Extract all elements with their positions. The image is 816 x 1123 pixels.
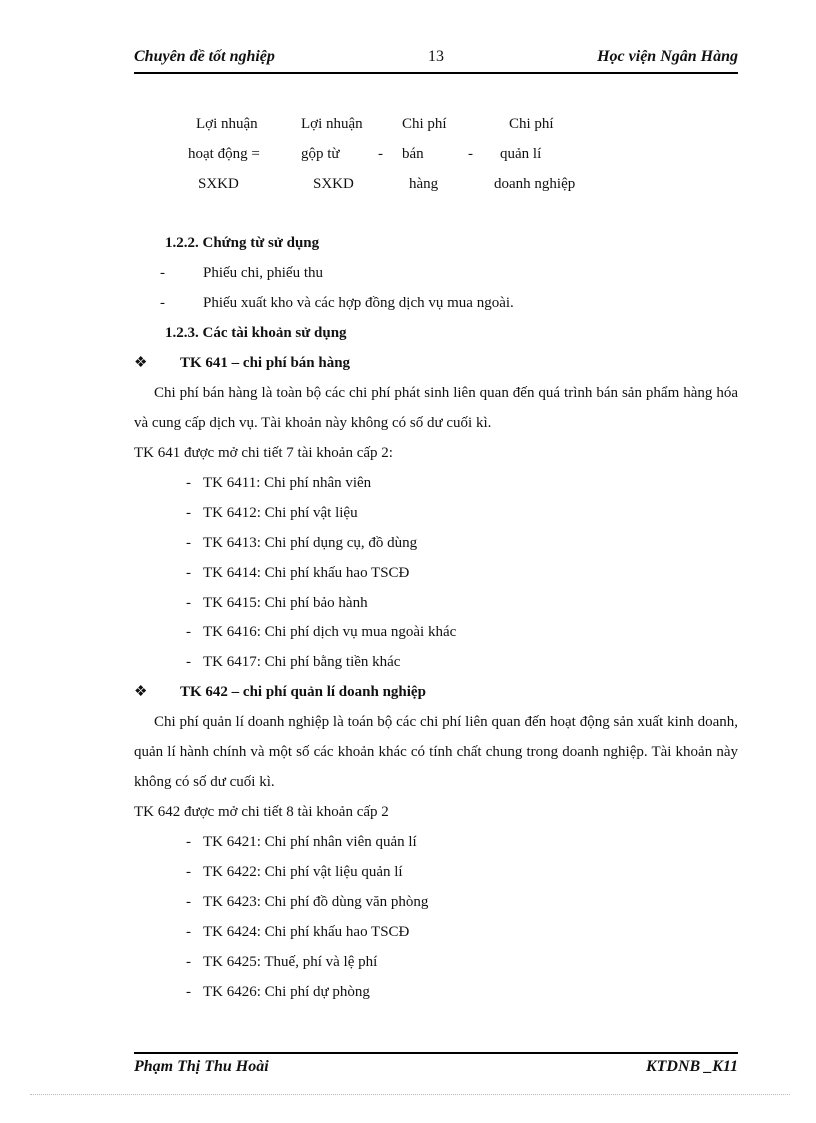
four-diamond-icon: ❖ [134, 355, 148, 371]
formula-term: Lợi nhuận [301, 116, 363, 132]
dash-bullet: - [186, 984, 191, 1000]
list-item: Phiếu chi, phiếu thu [203, 265, 323, 281]
list-item: TK 6412: Chi phí vật liệu [203, 505, 358, 521]
dash-bullet: - [186, 475, 191, 491]
formula-term: quản lí [500, 146, 542, 162]
tk642-paragraph: Chi phí quản lí doanh nghiệp là toán bộ các chi phí liên quan đến hoạt động sản xuất kinh doanh, quản lí hành chính và một số các khoản khác có tính chất chung trong doanh nghiệp. Tài khoản này không có số dư cuối kì. [134, 714, 738, 790]
list-item: TK 6415: Chi phí bảo hành [203, 595, 368, 611]
formula-term: Chi phí [402, 116, 447, 132]
formula-term: SXKD [198, 176, 239, 192]
dash-bullet: - [186, 834, 191, 850]
formula-term: SXKD [313, 176, 354, 192]
section-heading-1-2-2: 1.2.2. Chứng từ sử dụng [165, 235, 320, 251]
section-heading-1-2-3: 1.2.3. Các tài khoản sử dụng [165, 325, 347, 341]
formula-term: Lợi nhuận [196, 116, 258, 132]
list-item: TK 6416: Chi phí dịch vụ mua ngoài khác [203, 624, 457, 640]
four-diamond-icon: ❖ [134, 684, 148, 700]
formula-term: bán [402, 146, 424, 162]
formula-operator: - [468, 146, 473, 162]
dash-bullet: - [186, 565, 191, 581]
tk642-heading: TK 642 – chi phí quản lí doanh nghiệp [180, 684, 426, 700]
list-item: TK 6414: Chi phí khấu hao TSCĐ [203, 565, 410, 581]
dash-bullet: - [186, 864, 191, 880]
header-right: Học viện Ngân Hàng [597, 48, 738, 65]
dash-bullet: - [186, 505, 191, 521]
list-item: TK 6411: Chi phí nhân viên [203, 475, 372, 491]
formula-term: gộp từ [301, 146, 340, 162]
header-left: Chuyên đề tốt nghiệp [134, 48, 275, 65]
tk641-heading: TK 641 – chi phí bán hàng [180, 355, 351, 371]
page-number: 13 [428, 48, 444, 65]
dash-bullet: - [186, 924, 191, 940]
dash-bullet: - [186, 954, 191, 970]
formula-term: hàng [409, 176, 439, 192]
dash-bullet: - [186, 654, 191, 670]
footer-class: KTDNB _K11 [645, 1058, 738, 1075]
page-bottom-divider [30, 1094, 790, 1095]
list-item: TK 6423: Chi phí đồ dùng văn phòng [203, 894, 429, 910]
list-item: Phiếu xuất kho và các hợp đồng dịch vụ mua ngoài. [203, 295, 514, 311]
tk642-intro: TK 642 được mở chi tiết 8 tài khoản cấp 2 [134, 804, 389, 820]
list-item: TK 6421: Chi phí nhân viên quản lí [203, 834, 417, 850]
page-header [134, 48, 738, 74]
dash-bullet: - [160, 295, 165, 311]
dash-bullet: - [186, 894, 191, 910]
formula-term: doanh nghiệp [494, 176, 576, 192]
list-item: TK 6425: Thuế, phí và lệ phí [203, 954, 378, 970]
formula-operator: - [378, 146, 383, 162]
dash-bullet: - [160, 265, 165, 281]
tk641-intro: TK 641 được mở chi tiết 7 tài khoản cấp 2: [134, 445, 393, 461]
list-item: TK 6426: Chi phí dự phòng [203, 984, 370, 1000]
formula-term: Chi phí [509, 116, 554, 132]
list-item: TK 6413: Chi phí dụng cụ, đồ dùng [203, 535, 418, 551]
dash-bullet: - [186, 595, 191, 611]
page-footer [134, 1052, 738, 1081]
list-item: TK 6417: Chi phí bằng tiền khác [203, 654, 401, 670]
list-item: TK 6422: Chi phí vật liệu quản lí [203, 864, 403, 880]
footer-author: Phạm Thị Thu Hoài [134, 1058, 269, 1075]
dash-bullet: - [186, 624, 191, 640]
list-item: TK 6424: Chi phí khấu hao TSCĐ [203, 924, 410, 940]
formula-term: hoạt động = [188, 146, 260, 162]
tk641-paragraph: Chi phí bán hàng là toàn bộ các chi phí phát sinh liên quan đến quá trình bán sản phẩm hàng hóa và cung cấp dịch vụ. Tài khoản này không có số dư cuối kì. [134, 385, 738, 431]
dash-bullet: - [186, 535, 191, 551]
